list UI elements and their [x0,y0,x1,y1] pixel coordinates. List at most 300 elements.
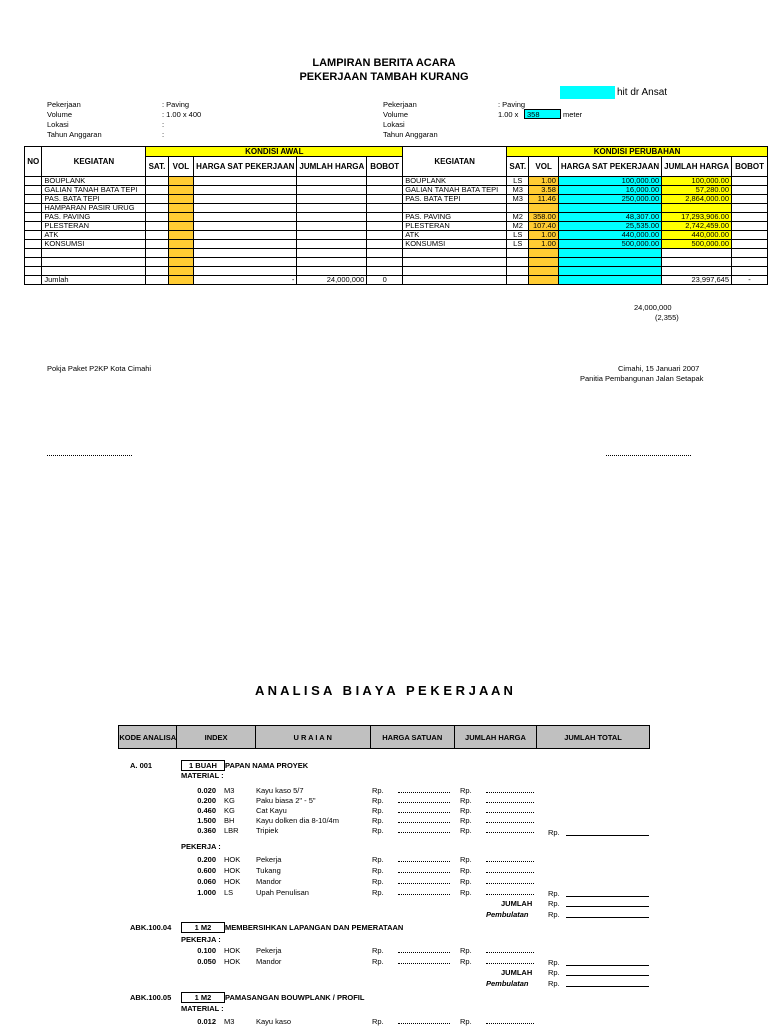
cell-bobot-ubah [732,240,768,249]
cell-vol-awal [168,213,194,222]
harga-dots [398,785,450,793]
item-desc: Kayu kaso [256,1017,292,1026]
harga-dots [398,825,450,833]
cell-kegiatan-ubah: KONSUMSI [403,240,507,249]
cell-empty [297,249,367,258]
cell-kegiatan-ubah: GALIAN TANAH BATA TEPI [403,186,507,195]
col-kegiatan-ubah: KEGIATAN [403,147,507,177]
rp-label: Rp. [372,957,384,966]
jumlah-dots [486,854,534,862]
cell-no [25,213,42,222]
meta-label: Volume [383,110,409,119]
analisa-name: PAMASANGAN BOUWPLANK / PROFIL [225,993,365,1002]
item-index: 1.500 [197,816,216,825]
cell-empty [529,249,559,258]
rp-label: Rp. [460,957,472,966]
cell-sat-ubah: LS [507,231,529,240]
meta-label: Tahun Anggaran [383,130,438,139]
rp-label: Rp. [548,828,560,837]
analisa-code: ABK.100.05 [130,993,172,1002]
cell-jumlah-awal [297,204,367,213]
total-line [566,986,649,987]
meta-value: : [162,130,165,139]
meta-label: Lokasi [47,120,69,129]
cell-empty [403,249,507,258]
rp-label: Rp. [548,968,560,977]
ab-col-jumlah-harga: JUMLAH HARGA [455,726,537,748]
cell-jumlah-awal [297,195,367,204]
total-line [566,975,649,976]
cell-kegiatan-awal: PAS. BATA TEPI [42,195,146,204]
cell-bobot-ubah [732,177,768,186]
rp-label: Rp. [372,796,384,805]
cell-vol-awal [168,222,194,231]
cell-sat-ubah: M2 [507,222,529,231]
header-kondisi-perubahan: KONDISI PERUBAHAN [507,147,768,157]
rp-label: Rp. [460,1017,472,1026]
cell-sat-ubah: LS [507,177,529,186]
bobot-ubah: - [732,276,768,285]
cell-sat-ubah: M3 [507,186,529,195]
total-line-1: 24,000,000 [634,303,672,312]
analisa-header [118,725,650,749]
cell-bobot-awal [367,213,403,222]
item-unit: HOK [224,855,241,864]
jumlah-dots [486,945,534,953]
pekerja-label: PEKERJA : [181,842,221,851]
cell-vol-awal [168,186,194,195]
ab-col-kode: KODE ANALISA [119,726,177,748]
cell-bobot-ubah [732,213,768,222]
item-desc: Pekerja [256,855,282,864]
cell-jumlah-awal [297,240,367,249]
meta-label: Pekerjaan [47,100,81,109]
item-desc: Paku biasa 2" - 5" [256,796,316,805]
rp-label: Rp. [460,866,472,875]
meta-value: 1.00 x [498,110,519,119]
cell-empty [732,258,768,267]
cell-no [25,186,42,195]
harga-dots [398,865,450,873]
sign-line-left [47,455,132,456]
item-desc: Tukang [256,866,281,875]
rp-label: Rp. [372,946,384,955]
col-sat: SAT. [507,157,529,177]
cell-sat-awal [146,186,168,195]
cell-harga-ubah: 500,000.00 [558,240,661,249]
cell-sat-ubah: M2 [507,213,529,222]
item-index: 0.050 [197,957,216,966]
rp-label: Rp. [548,958,560,967]
total-line [566,835,649,836]
cell-empty [507,267,529,276]
jumlah-label: JUMLAH [501,899,533,908]
cell-sat-awal [146,240,168,249]
rp-label: Rp. [460,946,472,955]
cell-sat-awal [146,204,168,213]
cell-harga-awal [194,231,297,240]
harga-dots [398,795,450,803]
sign-left: Pokja Paket P2KP Kota Cimahi [47,364,152,373]
cell-bobot-ubah [732,231,768,240]
item-desc: Pekerja [256,946,282,955]
cell-empty [42,249,146,258]
cell-empty [529,276,559,285]
cell-bobot-awal [367,240,403,249]
cell-empty [558,249,661,258]
item-index: 0.600 [197,866,216,875]
cell-kegiatan-awal: ATK [42,231,146,240]
cell-vol-ubah: 1.00 [529,240,559,249]
meta-value: : 1.00 x 400 [162,110,202,119]
col-vol: VOL [529,157,559,177]
cell-jumlah-awal [297,186,367,195]
item-desc: Cat Kayu [256,806,287,815]
doc-title-1: LAMPIRAN BERITA ACARA [312,57,456,69]
rp-label: Rp. [460,855,472,864]
rp-label: Rp. [372,816,384,825]
ab-col-harga-satuan: HARGA SATUAN [371,726,455,748]
col-jumlah: JUMLAH HARGA [662,157,732,177]
meta-value: : Paving [498,100,526,109]
cell-jumlah-ubah: 57,280.00 [662,186,732,195]
jumlah-label: Jumlah [42,276,146,285]
sign-line-right [606,455,691,456]
cell-vol-awal [168,231,194,240]
rp-label: Rp. [460,786,472,795]
item-index: 0.460 [197,806,216,815]
meta-label: Pekerjaan [383,100,417,109]
analisa-code: ABK.100.04 [130,923,172,932]
cell-empty [732,249,768,258]
cell-harga-awal [194,195,297,204]
harga-dots [398,1016,450,1024]
total-line [566,906,649,907]
cell-empty [662,249,732,258]
cell-empty [297,258,367,267]
cell-harga-ubah: 25,535.00 [558,222,661,231]
cell-jumlah-ubah: 2,742,459.00 [662,222,732,231]
cell-empty [194,249,297,258]
col-harga-sat: HARGA SAT PEKERJAAN [194,157,297,177]
col-sat: SAT. [146,157,168,177]
unit-box: 1 M2 [181,992,225,1003]
harga-dots [398,815,450,823]
cell-empty [403,276,507,285]
cell-bobot-ubah [732,222,768,231]
ab-col-uraian: U R A I A N [256,726,371,748]
cell-bobot-awal [367,195,403,204]
jumlah-dots [486,876,534,884]
cell-harga-ubah: 100,000.00 [558,177,661,186]
cell-empty [403,258,507,267]
item-index: 0.360 [197,826,216,835]
cell-vol-ubah: 1.00 [529,231,559,240]
jumlah-harga-sat-awal: - [194,276,297,285]
bobot-awal: 0 [367,276,403,285]
cell-jumlah-awal [297,231,367,240]
cell-sat-ubah: M3 [507,195,529,204]
rp-label: Rp. [372,888,384,897]
cell-empty [25,267,42,276]
pembulatan-label: Pembulatan [486,910,529,919]
cell-empty [146,258,168,267]
item-index: 0.060 [197,877,216,886]
item-index: 0.020 [197,786,216,795]
comparison-table [24,146,768,285]
cell-bobot-awal [367,231,403,240]
jumlah-dots [486,795,534,803]
cell-empty [507,258,529,267]
analisa-code: A. 001 [130,761,153,770]
cell-jumlah-ubah: 17,293,906.00 [662,213,732,222]
jumlah-dots [486,785,534,793]
rp-label: Rp. [460,826,472,835]
cell-bobot-ubah [732,186,768,195]
item-desc: Mandor [256,877,282,886]
item-index: 1.000 [197,888,216,897]
cell-empty [558,267,661,276]
rp-label: Rp. [372,806,384,815]
cell-empty [168,249,194,258]
cell-no [25,195,42,204]
analisa-title: A N A L I S A B I A Y A P E K E R J A A N [255,683,513,698]
item-unit: KG [224,806,235,815]
cell-empty [558,276,661,285]
cell-sat-awal [146,222,168,231]
cell-harga-ubah: 440,000.00 [558,231,661,240]
item-desc: Tripiek [256,826,279,835]
jumlah-ubah: 23,997,645 [662,276,732,285]
col-bobot: BOBOT [732,157,768,177]
header-kondisi-awal: KONDISI AWAL [146,147,403,157]
meta-label: Tahun Anggaran [47,130,102,139]
cell-empty [507,249,529,258]
rp-label: Rp. [548,899,560,908]
cell-sat-ubah: LS [507,240,529,249]
item-desc: Kayu kaso 5/7 [256,786,304,795]
meta-value: : [162,120,165,129]
rp-label: Rp. [372,866,384,875]
item-unit: M3 [224,786,235,795]
cell-empty [25,249,42,258]
item-desc: Mandor [256,957,282,966]
rp-label: Rp. [460,888,472,897]
item-unit: BH [224,816,235,825]
item-unit: HOK [224,946,241,955]
cell-bobot-awal [367,177,403,186]
cell-no [25,177,42,186]
jumlah-dots [486,805,534,813]
cell-bobot-awal [367,222,403,231]
cell-empty [194,267,297,276]
sign-date: Cimahi, 15 Januari 2007 [618,364,700,373]
item-index: 0.012 [197,1017,216,1026]
analisa-name: MEMBERSIHKAN LAPANGAN DAN PEMERATAAN [225,923,404,932]
cell-kegiatan-awal: BOUPLANK [42,177,146,186]
rp-label: Rp. [460,796,472,805]
cell-empty [507,276,529,285]
rp-label: Rp. [372,855,384,864]
material-label: MATERIAL : [181,1004,224,1013]
cell-empty [529,267,559,276]
cell-jumlah-awal [297,222,367,231]
col-harga-sat: HARGA SAT PEKERJAAN [558,157,661,177]
cell-vol-awal [168,204,194,213]
harga-dots [398,854,450,862]
col-kegiatan-awal: KEGIATAN [42,147,146,177]
item-index: 0.100 [197,946,216,955]
cell-kegiatan-awal: PLESTERAN [42,222,146,231]
cell-jumlah-ubah: 100,000.00 [662,177,732,186]
total-line [566,917,649,918]
total-line-2: (2,355) [655,313,679,322]
item-unit: KG [224,796,235,805]
cell-empty [146,267,168,276]
cell-jumlah-ubah: 440,000.00 [662,231,732,240]
rp-label: Rp. [372,786,384,795]
cell-kegiatan-awal: PAS. PAVING [42,213,146,222]
cell-bobot-awal [367,186,403,195]
cell-empty [529,258,559,267]
cell-kegiatan-ubah: BOUPLANK [403,177,507,186]
rp-label: Rp. [548,910,560,919]
cell-kegiatan-awal: KONSUMSI [42,240,146,249]
jumlah-dots [486,887,534,895]
item-index: 0.200 [197,796,216,805]
cell-kegiatan-ubah: PAS. PAVING [403,213,507,222]
rp-label: Rp. [460,816,472,825]
item-unit: LBR [224,826,239,835]
cell-vol-awal [168,177,194,186]
cell-empty [42,258,146,267]
harga-dots [398,945,450,953]
jumlah-awal: 24,000,000 [297,276,367,285]
rp-label: Rp. [460,806,472,815]
cell-jumlah-ubah: 2,864,000.00 [662,195,732,204]
material-label: MATERIAL : [181,771,224,780]
total-line [566,896,649,897]
cell-no [25,276,42,285]
harga-dots [398,956,450,964]
cell-sat-awal [146,195,168,204]
jumlah-dots [486,865,534,873]
cell-empty [194,258,297,267]
item-unit: HOK [224,957,241,966]
cell-sat-awal [146,177,168,186]
col-jumlah: JUMLAH HARGA [297,157,367,177]
cell-empty [168,276,194,285]
cell-bobot-awal [367,204,403,213]
cell-harga-awal [194,186,297,195]
item-unit: LS [224,888,234,897]
cell-no [25,240,42,249]
cell-vol-ubah: 3.58 [529,186,559,195]
cell-empty [146,276,168,285]
meta-label: Lokasi [383,120,405,129]
rp-label: Rp. [460,877,472,886]
cell-empty [367,249,403,258]
doc-title-2: PEKERJAAN TAMBAH KURANG [299,71,469,83]
jumlah-dots [486,956,534,964]
ab-col-index: INDEX [177,726,255,748]
cell-empty [558,258,661,267]
highlight-box [560,86,615,99]
item-unit: HOK [224,866,241,875]
jumlah-dots [486,1016,534,1024]
ab-col-jumlah-total: JUMLAH TOTAL [564,732,622,742]
jumlah-dots [486,825,534,833]
cell-empty [168,267,194,276]
cell-empty [367,258,403,267]
cell-kegiatan-ubah: ATK [403,231,507,240]
volume-unit: meter [563,110,583,119]
cell-sat-awal [146,231,168,240]
note-text: hit dr Ansat [617,87,668,98]
cell-empty [146,249,168,258]
volume-input: 358 [524,109,561,119]
cell-jumlah-awal [297,213,367,222]
analisa-name: PAPAN NAMA PROYEK [225,761,309,770]
jumlah-dots [486,815,534,823]
cell-harga-ubah: 16,000.00 [558,186,661,195]
col-vol: VOL [168,157,194,177]
meta-label: Volume [47,110,73,119]
item-index: 0.200 [197,855,216,864]
rp-label: Rp. [372,1017,384,1026]
cell-empty [662,258,732,267]
cell-vol-ubah: 11.46 [529,195,559,204]
cell-empty [168,258,194,267]
item-desc: Kayu dolken dia 8-10/4m [256,816,339,825]
cell-jumlah-awal [297,177,367,186]
rp-label: Rp. [372,877,384,886]
pembulatan-label: Pembulatan [486,979,529,988]
cell-harga-awal [194,177,297,186]
cell-vol-ubah: 1.00 [529,177,559,186]
cell-harga-ubah: 48,307.00 [558,213,661,222]
item-unit: M3 [224,1017,235,1026]
cell-harga-awal [194,222,297,231]
pekerja-label: PEKERJA : [181,935,221,944]
cell-kegiatan-awal: HAMPARAN PASIR URUG [42,204,146,213]
cell-kegiatan-awal: GALIAN TANAH BATA TEPI [42,186,146,195]
harga-dots [398,805,450,813]
cell-vol-ubah: 107.40 [529,222,559,231]
unit-box: 1 M2 [181,922,225,933]
rp-label: Rp. [548,979,560,988]
cell-jumlah-ubah: 500,000.00 [662,240,732,249]
cell-no [25,231,42,240]
item-unit: HOK [224,877,241,886]
cell-no [25,222,42,231]
col-no: NO [25,147,42,177]
cell-sat-awal [146,213,168,222]
cell-bobot-ubah [732,204,768,213]
cell-kegiatan-ubah: PAS. BATA TEPI [403,195,507,204]
harga-dots [398,887,450,895]
cell-harga-awal [194,204,297,213]
cell-empty [25,258,42,267]
cell-empty [403,267,507,276]
jumlah-label: JUMLAH [501,968,533,977]
cell-vol-ubah: 358.00 [529,213,559,222]
cell-kegiatan-ubah: PLESTERAN [403,222,507,231]
sign-right: Panitia Pembangunan Jalan Setapak [580,374,704,383]
col-bobot: BOBOT [367,157,403,177]
cell-bobot-ubah [732,195,768,204]
total-line [566,965,649,966]
